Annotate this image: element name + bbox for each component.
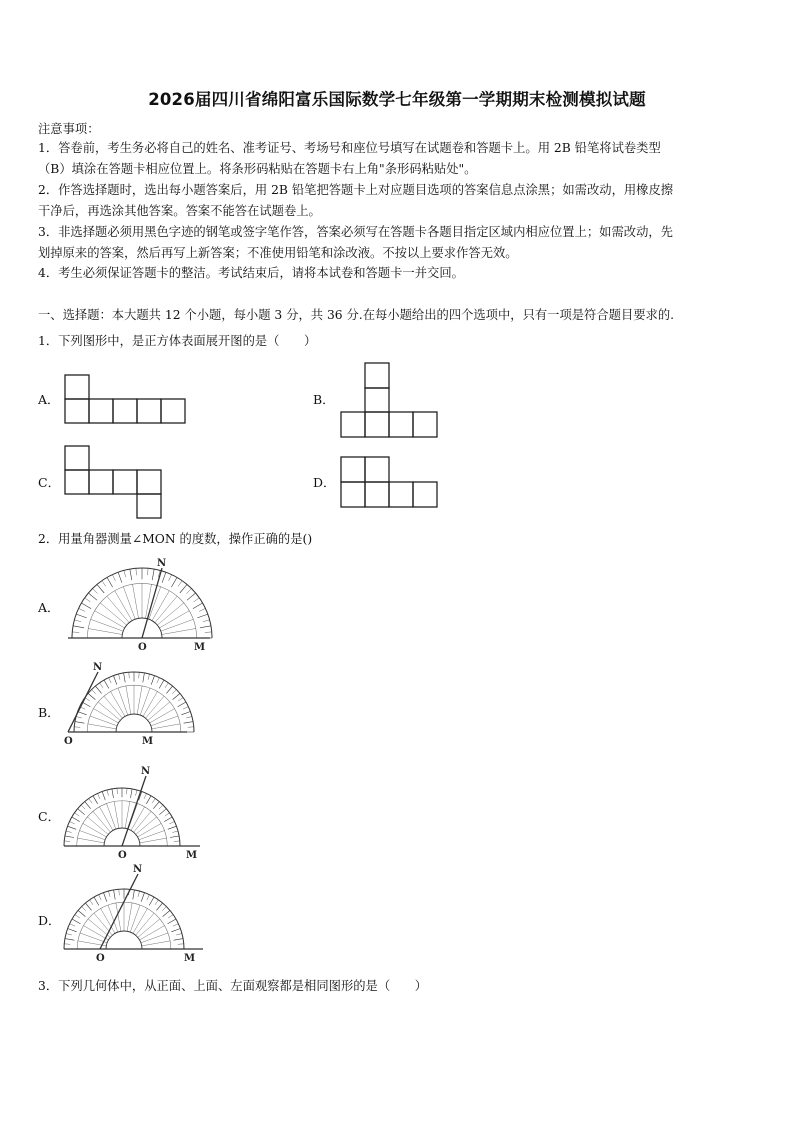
protractor-tick — [129, 672, 130, 678]
protractor-radial-line — [130, 905, 140, 932]
protractor-figure-c — [60, 766, 210, 862]
protractor-radial-line — [157, 603, 184, 625]
protractor-radial-line — [159, 611, 189, 628]
protractor-tick — [186, 717, 192, 719]
protractor-tick — [104, 893, 107, 902]
option-a-label: A． — [38, 392, 60, 407]
option-c-label: C． — [38, 475, 61, 490]
protractor-tick — [119, 889, 120, 895]
protractor-tick — [107, 577, 113, 587]
protractor-tick — [117, 788, 118, 794]
protractor-tick — [88, 593, 97, 600]
protractor-tick — [70, 924, 76, 927]
protractor-tick — [146, 796, 151, 804]
protractor-tick — [78, 712, 87, 715]
protractor-tick — [74, 620, 81, 622]
question-1-stem: 1．下列图形中，是正方体表面展开图的是（ ） — [38, 334, 317, 348]
protractor-radial-line — [140, 838, 167, 843]
protractor-tick — [119, 674, 121, 680]
protractor-tick — [68, 826, 77, 829]
protractor-tick — [88, 693, 95, 699]
protractor-tick — [187, 593, 196, 600]
point-label-n: N — [141, 766, 151, 777]
protractor-tick — [118, 572, 122, 583]
protractor-tick — [184, 722, 194, 724]
option-b-label: B． — [38, 705, 60, 720]
protractor-radial-line — [80, 933, 107, 943]
protractor-tick — [78, 910, 85, 916]
protractor-radial-line — [131, 807, 145, 831]
protractor-radial-line — [107, 804, 116, 830]
protractor-radial-line — [115, 591, 132, 621]
protractor-figure-b — [52, 662, 202, 758]
protractor-tick — [178, 698, 183, 701]
protractor-tick — [165, 683, 168, 688]
protractor-tick — [85, 802, 91, 809]
protractor-tick — [172, 831, 178, 833]
protractor-tick — [143, 673, 145, 683]
protractor-radial-line — [108, 905, 118, 932]
protractor-inner-arc — [116, 714, 152, 732]
protractor-tick — [171, 929, 180, 932]
protractor-radial-line — [88, 629, 122, 635]
protractor-radial-line — [140, 688, 150, 715]
protractor-tick — [78, 809, 85, 815]
protractor-tick — [187, 589, 192, 594]
protractor-tick — [162, 572, 166, 583]
protractor-tick — [203, 620, 210, 622]
protractor-tick — [72, 919, 80, 924]
protractor-tick — [157, 678, 160, 684]
protractor-tick — [66, 934, 72, 936]
protractor-radial-line — [162, 629, 196, 635]
protractor-tick — [138, 891, 140, 897]
protractor-tick — [82, 907, 86, 911]
net-figure-b — [336, 358, 446, 442]
protractor-tick — [92, 690, 96, 694]
question-3-stem: 3．下列几何体中，从正面、上面、左面观察都是相同图形的是（ ） — [38, 979, 428, 993]
protractor-tick — [94, 897, 99, 905]
point-label-o: O — [64, 736, 73, 747]
protractor-tick — [164, 817, 172, 822]
protractor-radial-line — [155, 596, 177, 623]
protractor-tick — [171, 577, 177, 587]
point-label-m: M — [186, 850, 198, 861]
notice-heading: 注意事项： — [38, 122, 100, 136]
protractor-tick — [148, 674, 150, 680]
protractor-tick — [197, 614, 208, 618]
net-figure-d — [336, 452, 446, 512]
protractor-tick — [173, 924, 179, 927]
protractor-tick — [76, 614, 87, 618]
protractor-tick — [81, 805, 85, 809]
protractor-tick — [155, 900, 158, 905]
protractor-tick — [168, 826, 177, 829]
protractor-tick — [166, 686, 172, 693]
protractor-radial-line — [114, 801, 119, 828]
protractor-tick — [65, 836, 74, 838]
option-a-label: A． — [38, 600, 60, 615]
point-label-o: O — [138, 642, 147, 653]
protractor-tick — [148, 568, 149, 575]
protractor-tick — [205, 632, 212, 633]
protractor-radial-line — [152, 724, 180, 729]
protractor-tick — [104, 680, 109, 688]
protractor-tick — [102, 581, 106, 587]
protractor-tick — [136, 568, 137, 575]
protractor-figure-a — [60, 560, 210, 656]
notice-line: 4．考生必须保证答题卡的整洁。考试结束后，请将本试卷和答题卡一并交回。 — [38, 266, 464, 280]
notice-line: 2．作答选择题时，选出每小题答案后，用 2B 铅笔把答题卡上对应题目选项的答案信息点涂黑；如需改动，用橡皮擦 — [38, 183, 674, 197]
protractor-radial-line — [77, 838, 104, 843]
protractor-tick — [178, 944, 184, 945]
protractor-tick — [98, 793, 100, 798]
protractor-tick — [170, 836, 179, 838]
protractor-tick — [133, 890, 135, 900]
protractor-tick — [153, 802, 159, 809]
protractor-radial-line — [138, 823, 162, 837]
protractor-tick — [109, 891, 111, 897]
protractor-tick — [174, 841, 180, 842]
protractor-tick — [162, 907, 166, 911]
notice-line: （B）填涂在答题卡相应位置上。将条形码粘贴在答题卡右上角"条形码粘贴处"。 — [38, 162, 477, 176]
protractor-radial-line — [161, 619, 194, 631]
protractor-radial-line — [90, 716, 117, 726]
point-label-m: M — [194, 642, 206, 653]
protractor-tick — [136, 790, 138, 796]
protractor-tick — [124, 570, 126, 577]
protractor-tick — [65, 939, 75, 941]
protractor-tick — [109, 678, 112, 684]
protractor-tick — [168, 919, 176, 924]
option-b-label: B． — [313, 392, 335, 407]
protractor-tick — [72, 817, 80, 822]
protractor-tick — [112, 575, 115, 581]
point-label-m: M — [184, 953, 196, 964]
protractor-radial-line — [99, 807, 113, 831]
protractor-tick — [100, 683, 103, 688]
protractor-radial-line — [107, 596, 129, 623]
protractor-radial-line — [88, 724, 116, 729]
protractor-tick — [95, 686, 101, 693]
protractor-tick — [141, 893, 144, 902]
protractor-tick — [194, 598, 200, 602]
protractor-tick — [75, 915, 80, 918]
protractor-tick — [188, 727, 194, 728]
protractor-tick — [165, 813, 170, 816]
protractor-tick — [159, 680, 164, 688]
protractor-tick — [79, 608, 85, 611]
protractor-tick — [69, 822, 74, 824]
protractor-tick — [181, 712, 190, 715]
protractor-radial-line — [100, 603, 127, 625]
point-label-m: M — [142, 736, 154, 747]
notice-line: 干净后，再选涂其他答案。答案不能答在试题卷上。 — [38, 204, 321, 218]
protractor-tick — [178, 702, 186, 707]
protractor-tick — [93, 589, 98, 594]
point-label-n: N — [157, 558, 167, 569]
protractor-tick — [130, 569, 132, 580]
protractor-tick — [159, 809, 166, 815]
protractor-tick — [112, 789, 114, 798]
protractor-radial-line — [127, 903, 132, 931]
protractor-tick — [85, 903, 91, 910]
protractor-tick — [74, 727, 80, 728]
protractor-radial-line — [151, 716, 178, 726]
protractor-tick — [174, 939, 184, 941]
protractor-radial-line — [137, 686, 142, 714]
protractor-radial-line — [80, 831, 106, 840]
option-d-label: D． — [313, 475, 336, 490]
protractor-tick — [193, 603, 203, 609]
protractor-tick — [139, 672, 140, 678]
protractor-tick — [66, 831, 72, 833]
protractor-radial-line — [142, 941, 170, 946]
notice-line: 划掉原来的答案，然后再写上新答案；不准使用铅笔和涂改液。不按以上要求作答无效。 — [38, 246, 518, 260]
protractor-tick — [97, 584, 104, 593]
protractor-tick — [75, 722, 85, 724]
protractor-tick — [64, 841, 70, 842]
protractor-tick — [173, 693, 180, 699]
question-2-stem: 2．用量角器测量∠MON 的度数，操作正确的是() — [38, 532, 313, 546]
protractor-radial-line — [141, 933, 168, 943]
protractor-tick — [73, 626, 84, 628]
protractor-tick — [200, 626, 211, 628]
protractor-tick — [72, 632, 79, 633]
protractor-tick — [76, 717, 82, 719]
protractor-tick — [163, 910, 170, 916]
protractor-tick — [168, 915, 173, 918]
protractor-tick — [169, 575, 172, 581]
protractor-tick — [131, 789, 133, 798]
protractor-tick — [180, 584, 187, 593]
point-label-n: N — [133, 864, 143, 875]
protractor-radial-line — [123, 587, 135, 620]
point-label-o: O — [118, 850, 127, 861]
option-c-label: C． — [38, 809, 61, 824]
protractor-tick — [144, 793, 146, 798]
page-title: 2026届四川省绵阳富乐国际数学七年级第一学期期末检测模拟试题 — [148, 90, 646, 109]
protractor-tick — [169, 822, 174, 824]
protractor-tick — [93, 796, 98, 804]
point-label-o: O — [96, 953, 105, 964]
protractor-tick — [151, 676, 154, 685]
protractor-inner-arc — [104, 828, 140, 846]
protractor-tick — [156, 903, 162, 910]
protractor-tick — [90, 900, 93, 905]
protractor-tick — [199, 608, 205, 611]
protractor-radial-line — [83, 823, 107, 837]
protractor-radial-line — [118, 688, 128, 715]
protractor-inner-arc — [122, 618, 162, 638]
protractor-tick — [172, 690, 176, 694]
option-d-label: D． — [38, 913, 61, 928]
protractor-tick — [147, 895, 150, 901]
protractor-tick — [68, 929, 77, 932]
protractor-radial-line — [91, 619, 124, 631]
protractor-figure-d — [58, 866, 208, 962]
protractor-tick — [127, 788, 128, 794]
protractor-tick — [85, 598, 91, 602]
notice-line: 3．非选择题必须用黑色字迹的钢笔或签字笔作答，答案必须写在答题卡各题目指定区域内相应位置上；如需改动，先 — [38, 225, 673, 239]
protractor-tick — [64, 944, 70, 945]
protractor-tick — [114, 890, 116, 900]
protractor-radial-line — [139, 831, 165, 840]
protractor-tick — [124, 673, 126, 683]
section-heading: 一、选择题：本大题共 12 个小题，每小题 3 分，共 36 分.在每小题给出的四个选项中，只有一项是符合题目要求的. — [38, 308, 675, 322]
protractor-tick — [178, 581, 182, 587]
protractor-tick — [176, 934, 182, 936]
protractor-tick — [102, 792, 105, 801]
protractor-tick — [99, 895, 102, 901]
protractor-tick — [75, 813, 80, 816]
protractor-inner-arc — [106, 931, 142, 949]
protractor-radial-line — [95, 611, 125, 628]
protractor-radial-line — [126, 686, 131, 714]
protractor-tick — [159, 805, 163, 809]
protractor-tick — [183, 707, 189, 710]
protractor-tick — [89, 799, 92, 804]
ray-on — [122, 776, 146, 846]
protractor-tick — [114, 676, 117, 685]
protractor-tick — [149, 897, 154, 905]
protractor-tick — [152, 799, 155, 804]
protractor-tick — [152, 569, 154, 580]
notice-line: 1．答卷前，考生务必将自己的姓名、准考证号、考场号和座位号填写在试题卷和答题卡上。用 2B 铅笔将试卷类型 — [38, 141, 661, 155]
protractor-tick — [107, 790, 109, 796]
protractor-radial-line — [133, 584, 139, 618]
protractor-tick — [81, 603, 91, 609]
point-label-n: N — [93, 662, 103, 673]
ray-on — [100, 874, 138, 949]
net-figure-a — [60, 370, 190, 430]
net-figure-c — [60, 441, 170, 523]
